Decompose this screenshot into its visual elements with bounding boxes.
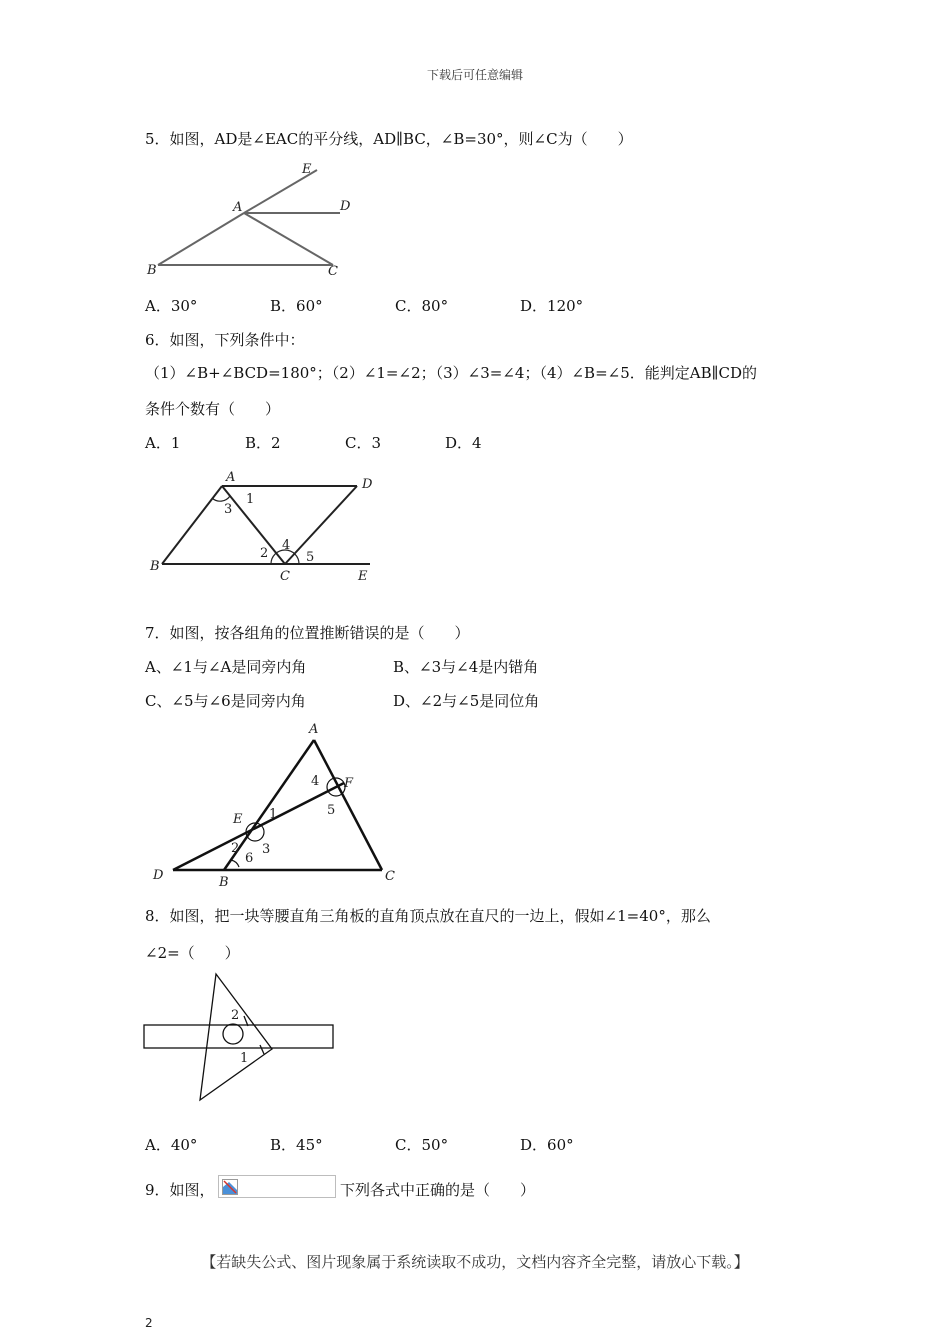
q6-figure [140, 465, 390, 590]
q7-angle-4: 4 [311, 774, 320, 789]
q5-option-a[interactable]: A．30° [145, 297, 198, 315]
q7-stem: 7．如图，按各组角的位置推断错误的是（ ） [145, 624, 470, 642]
q8-angle-2: 2 [231, 1008, 240, 1023]
q7-option-a[interactable]: A、∠1与∠A是同旁内角 [145, 658, 307, 676]
q7-label-b: B [219, 875, 229, 890]
q8-question: ∠2=（ ） [145, 944, 240, 962]
q6-label-e: E [358, 569, 368, 584]
q5-stem: 5．如图，AD是∠EAC的平分线，AD∥BC，∠B=30°，则∠C为（ ） [145, 130, 633, 148]
q6-label-b: B [150, 559, 160, 574]
q5-label-a: A [233, 200, 243, 215]
q9-stem-suffix: 下列各式中正确的是（ ） [340, 1181, 536, 1199]
q7-option-b[interactable]: B、∠3与∠4是内错角 [393, 658, 539, 676]
q7-label-d: D [153, 868, 164, 883]
q7-angle-2: 2 [231, 841, 240, 856]
q7-label-e: E [233, 812, 243, 827]
q7-angle-6: 6 [245, 851, 254, 866]
q6-stem: 6．如图，下列条件中： [145, 331, 305, 349]
q9-stem-prefix: 9．如图， [145, 1181, 215, 1199]
q6-angle-1: 1 [246, 492, 255, 507]
q5-label-e: E [302, 162, 312, 177]
q6-question: 条件个数有（ ） [145, 400, 281, 418]
q5-figure [140, 155, 370, 280]
q5-label-d: D [340, 199, 351, 214]
q6-angle-5: 5 [306, 550, 315, 565]
q6-angle-4: 4 [282, 538, 291, 553]
q8-angle-1: 1 [240, 1051, 249, 1066]
q6-angle-3: 3 [224, 502, 233, 517]
q8-option-d[interactable]: D．60° [520, 1136, 574, 1154]
q5-option-b[interactable]: B．60° [270, 297, 323, 315]
q6-option-b[interactable]: B．2 [245, 434, 281, 452]
page-number: 2 [145, 1316, 153, 1330]
q6-label-c: C [280, 569, 290, 584]
q6-label-d: D [362, 477, 373, 492]
q6-option-c[interactable]: C．3 [345, 434, 382, 452]
q7-label-f: F [344, 776, 354, 791]
page-header: 下载后可任意编辑 [426, 68, 523, 82]
q7-angle-3: 3 [262, 842, 271, 857]
q7-label-a: A [309, 722, 319, 737]
q7-option-c[interactable]: C、∠5与∠6是同旁内角 [145, 692, 306, 710]
q6-label-a: A [226, 470, 236, 485]
q6-angle-2: 2 [260, 546, 269, 561]
q7-label-c: C [385, 869, 395, 884]
q5-label-b: B [147, 263, 157, 278]
q7-option-d[interactable]: D、∠2与∠5是同位角 [393, 692, 540, 710]
q6-option-a[interactable]: A．1 [145, 434, 181, 452]
q8-option-c[interactable]: C．50° [395, 1136, 449, 1154]
q6-conditions: （1）∠B+∠BCD=180°；（2）∠1=∠2；（3）∠3=∠4；（4）∠B=∠5．能判定AB∥CD的 [145, 364, 758, 382]
q5-label-c: C [328, 264, 338, 279]
broken-image-placeholder [218, 1175, 336, 1198]
q5-option-c[interactable]: C．80° [395, 297, 449, 315]
q7-angle-1: 1 [269, 807, 278, 822]
q8-option-b[interactable]: B．45° [270, 1136, 323, 1154]
q7-figure [145, 715, 405, 895]
q5-option-d[interactable]: D．120° [520, 297, 584, 315]
q8-stem: 8．如图，把一块等腰直角三角板的直角顶点放在直尺的一边上，假如∠1=40°，那么 [145, 907, 711, 925]
missing-content-note: 【若缺失公式、图片现象属于系统读取不成功，文档内容齐全完整，请放心下载。】 [201, 1253, 749, 1271]
q8-figure [140, 970, 340, 1105]
broken-image-icon [222, 1179, 238, 1195]
q7-angle-5: 5 [327, 803, 336, 818]
q8-option-a[interactable]: A．40° [145, 1136, 198, 1154]
q6-option-d[interactable]: D．4 [445, 434, 482, 452]
